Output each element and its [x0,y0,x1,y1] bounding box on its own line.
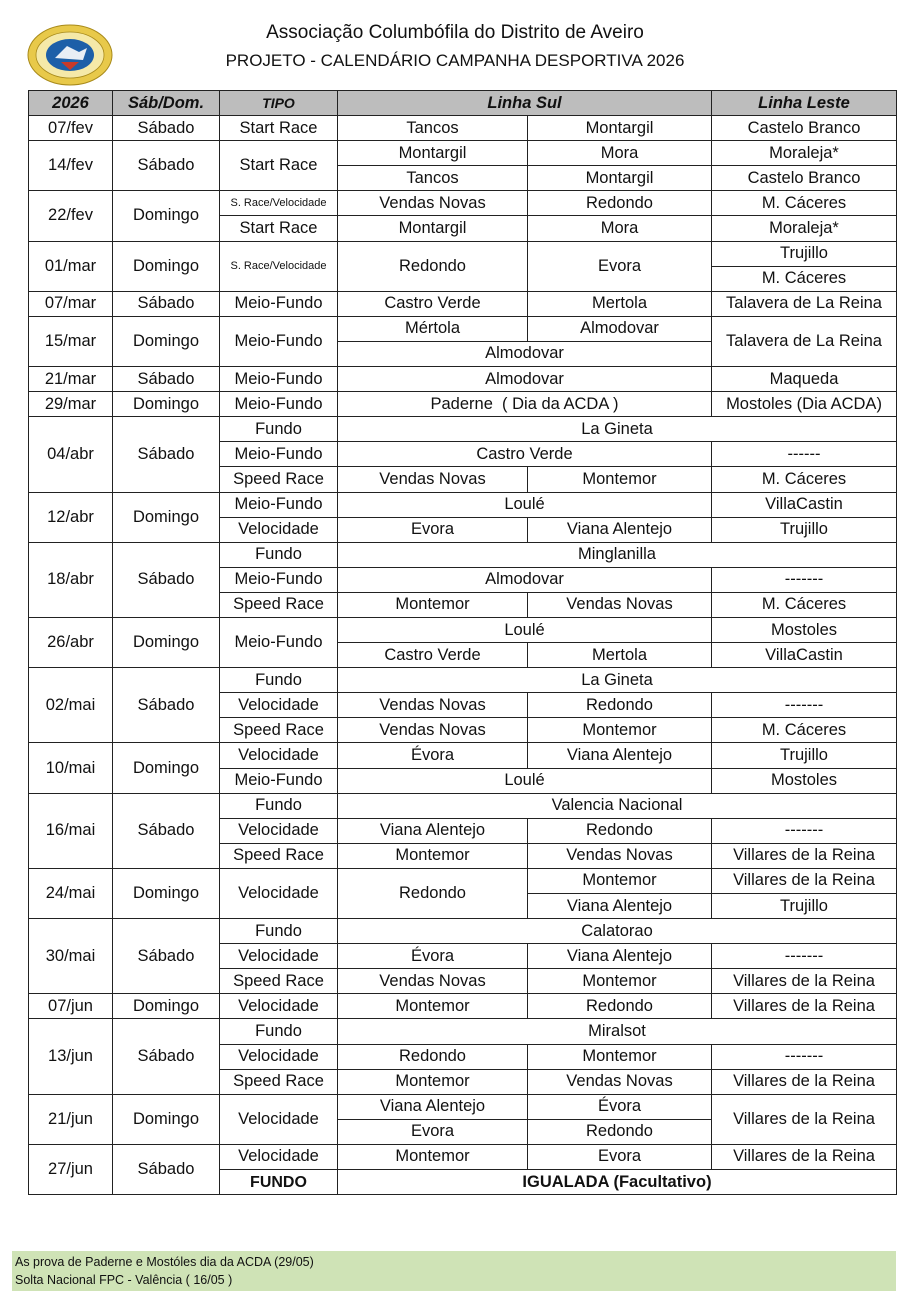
table-row [29,919,897,944]
tipo-cell: Velocidade [220,1144,338,1169]
day-cell: Domingo [113,241,220,291]
sul-cell: Redondo [528,693,712,718]
leste-cell: M. Cáceres [712,718,897,743]
sul-cell: Tancos [338,166,528,191]
sul-cell: Redondo [338,241,528,291]
org-name: Associação Columbófila do Distrito de Aveiro [266,22,644,43]
table-row [29,492,897,517]
sul-cell: Montargil [338,216,528,241]
day-cell: Domingo [113,994,220,1019]
tipo-cell: Speed Race [220,843,338,868]
day-cell: Sábado [113,367,220,392]
tipo-cell: Start Race [220,216,338,241]
table-row [29,668,897,693]
page-header [0,0,919,88]
day-cell: Domingo [113,316,220,366]
sul-cell: Castro Verde [338,442,712,467]
tipo-cell: Start Race [220,116,338,141]
date-cell: 04/abr [29,417,113,492]
leste-cell: Villares de la Reina [712,843,897,868]
sul-cell: Vendas Novas [338,467,528,492]
sul-cell: Mora [528,141,712,166]
leste-cell: Villares de la Reina [712,1094,897,1144]
table-row [29,417,897,442]
project-title: PROJETO - CALENDÁRIO CAMPANHA DESPORTIVA 2026 [225,51,685,70]
sul-cell: Viana Alentejo [338,1094,528,1119]
tipo-cell: Meio-Fundo [220,768,338,793]
header-year: 2026 [29,91,113,116]
leste-cell: ------- [712,818,897,843]
day-cell: Domingo [113,392,220,417]
sul-cell: Montemor [528,868,712,893]
tipo-cell: Speed Race [220,592,338,617]
leste-cell: VillaCastin [712,643,897,668]
date-cell: 12/abr [29,492,113,542]
tipo-cell: Velocidade [220,994,338,1019]
sul-cell: Montargil [528,166,712,191]
day-cell: Domingo [113,868,220,918]
sul-cell: Montemor [338,1069,528,1094]
day-cell: Sábado [113,919,220,994]
date-cell: 27/jun [29,1144,113,1194]
leste-cell: VillaCastin [712,492,897,517]
leste-cell: M. Cáceres [712,467,897,492]
sul-cell: Vendas Novas [528,843,712,868]
sul-cell: Vendas Novas [528,592,712,617]
tipo-cell: FUNDO [220,1170,338,1195]
tipo-cell: Speed Race [220,1069,338,1094]
day-cell: Domingo [113,617,220,667]
sul-cell: Viana Alentejo [338,818,528,843]
date-cell: 14/fev [29,141,113,191]
leste-cell: Villares de la Reina [712,868,897,893]
table-row [29,793,897,818]
sul-cell: Montargil [338,141,528,166]
table-row [29,1019,897,1044]
tipo-cell: Velocidade [220,517,338,542]
header-linha-sul: Linha Sul [338,91,712,116]
leste-cell: Villares de la Reina [712,969,897,994]
sul-cell: Mertola [528,291,712,316]
sul-cell: Montemor [528,969,712,994]
tipo-cell: Meio-Fundo [220,617,338,667]
day-cell: Sábado [113,116,220,141]
sul-cell: Mértola [338,316,528,341]
date-cell: 21/jun [29,1094,113,1144]
day-cell: Sábado [113,417,220,492]
leste-cell: M. Cáceres [712,592,897,617]
tipo-cell: Meio-Fundo [220,316,338,366]
fundo-cell: Valencia Nacional [338,793,897,818]
table-row [29,367,897,392]
tipo-cell: Fundo [220,668,338,693]
sul-cell: Vendas Novas [338,718,528,743]
table-row [29,1144,897,1169]
sul-cell: Évora [338,944,528,969]
sul-cell: Evora [338,517,528,542]
leste-cell: Maqueda [712,367,897,392]
leste-cell: ------- [712,567,897,592]
table-row [29,241,897,266]
tipo-cell: S. Race/Velocidade [220,241,338,291]
day-cell: Domingo [113,1094,220,1144]
day-cell: Sábado [113,141,220,191]
table-row [29,116,897,141]
calendar-table [28,90,897,1195]
header-linha-leste: Linha Leste [712,91,897,116]
acda-logo [27,24,113,86]
table-row [29,191,897,216]
tipo-cell: Velocidade [220,944,338,969]
leste-cell: Castelo Branco [712,166,897,191]
sul-cell: Vendas Novas [528,1069,712,1094]
sul-cell: Vendas Novas [338,693,528,718]
date-cell: 29/mar [29,392,113,417]
table-row [29,617,897,642]
tipo-cell: Fundo [220,793,338,818]
day-cell: Sábado [113,793,220,868]
sul-cell: Redondo [528,994,712,1019]
sul-cell: Loulé [338,617,712,642]
leste-cell: Moraleja* [712,141,897,166]
tipo-cell: Meio-Fundo [220,392,338,417]
tipo-cell: Meio-Fundo [220,367,338,392]
tipo-cell: Fundo [220,542,338,567]
leste-cell: Mostoles (Dia ACDA) [712,392,897,417]
date-cell: 07/fev [29,116,113,141]
tipo-cell: Velocidade [220,868,338,918]
leste-cell: Villares de la Reina [712,1069,897,1094]
sul-cell: Almodovar [338,567,712,592]
sul-cell: Viana Alentejo [528,517,712,542]
sul-cell: Evora [528,241,712,291]
day-cell: Sábado [113,1144,220,1194]
leste-cell: Talavera de La Reina [712,291,897,316]
date-cell: 07/mar [29,291,113,316]
tipo-cell: Fundo [220,417,338,442]
sul-cell: Redondo [338,868,528,918]
tipo-cell: Velocidade [220,743,338,768]
date-cell: 18/abr [29,542,113,617]
fundo-cell: La Gineta [338,417,897,442]
date-cell: 15/mar [29,316,113,366]
table-row [29,392,897,417]
header-day-type: Sáb/Dom. [113,91,220,116]
sul-cell: Viana Alentejo [528,944,712,969]
sul-cell: Paderne ( Dia da ACDA ) [338,392,712,417]
sul-cell: Viana Alentejo [528,743,712,768]
sul-cell: Montemor [338,843,528,868]
sul-cell: Castro Verde [338,291,528,316]
tipo-cell: Velocidade [220,1044,338,1069]
date-cell: 24/mai [29,868,113,918]
date-cell: 16/mai [29,793,113,868]
sul-cell: Montemor [528,718,712,743]
sul-cell: Tancos [338,116,528,141]
tipo-cell: Start Race [220,141,338,191]
date-cell: 02/mai [29,668,113,743]
sul-cell: Almodovar [528,316,712,341]
sul-cell: Montemor [528,467,712,492]
tipo-cell: S. Race/Velocidade [220,191,338,216]
leste-cell: Castelo Branco [712,116,897,141]
leste-cell: Trujillo [712,517,897,542]
day-cell: Domingo [113,191,220,241]
sul-cell: Montemor [338,592,528,617]
table-row [29,994,897,1019]
date-cell: 07/jun [29,994,113,1019]
table-row [29,868,897,893]
footer-note: Solta Nacional FPC - Valência ( 16/05 ) [15,1273,233,1287]
day-cell: Sábado [113,542,220,617]
leste-cell: M. Cáceres [712,191,897,216]
leste-cell: ------- [712,693,897,718]
sul-cell: Loulé [338,492,712,517]
leste-cell: Trujillo [712,894,897,919]
leste-cell: Villares de la Reina [712,1144,897,1169]
leste-cell: M. Cáceres [712,266,897,291]
date-cell: 01/mar [29,241,113,291]
fundo-cell: Calatorao [338,919,897,944]
fundo-cell: Minglanilla [338,542,897,567]
table-row [29,743,897,768]
day-cell: Sábado [113,291,220,316]
leste-cell: Mostoles [712,768,897,793]
table-row [29,316,897,341]
tipo-cell: Meio-Fundo [220,442,338,467]
date-cell: 22/fev [29,191,113,241]
sul-cell: Redondo [528,191,712,216]
tipo-cell: Fundo [220,1019,338,1044]
sul-cell: Montemor [338,1144,528,1169]
day-cell: Sábado [113,668,220,743]
sul-cell: Évora [528,1094,712,1119]
tipo-cell: Meio-Fundo [220,567,338,592]
leste-cell: Trujillo [712,241,897,266]
day-cell: Domingo [113,492,220,542]
table-header-row [29,91,897,116]
fundo-cell: La Gineta [338,668,897,693]
leste-cell: Moraleja* [712,216,897,241]
tipo-cell: Speed Race [220,718,338,743]
header-tipo: TIPO [220,91,338,116]
table-row [29,542,897,567]
date-cell: 13/jun [29,1019,113,1094]
sul-cell: Vendas Novas [338,191,528,216]
sul-cell: Montemor [338,994,528,1019]
tipo-cell: Speed Race [220,467,338,492]
footer-notes [12,1251,896,1291]
sul-cell: Mertola [528,643,712,668]
sul-cell: Almodovar [338,367,712,392]
tipo-cell: Meio-Fundo [220,291,338,316]
leste-cell: ------- [712,944,897,969]
leste-cell: Mostoles [712,617,897,642]
sul-cell: Evora [528,1144,712,1169]
fundo-cell: Miralsot [338,1019,897,1044]
sul-cell: Redondo [338,1044,528,1069]
sul-cell: Vendas Novas [338,969,528,994]
sul-cell: Almodovar [338,341,712,366]
table-row [29,141,897,166]
sul-cell: Montargil [528,116,712,141]
date-cell: 26/abr [29,617,113,667]
sul-cell: Evora [338,1119,528,1144]
tipo-cell: Velocidade [220,1094,338,1144]
day-cell: Domingo [113,743,220,793]
leste-cell: Trujillo [712,743,897,768]
leste-cell: ------- [712,1044,897,1069]
sul-cell: Viana Alentejo [528,894,712,919]
sul-cell: Loulé [338,768,712,793]
leste-cell: Talavera de La Reina [712,316,897,366]
sul-cell: Montemor [528,1044,712,1069]
date-cell: 30/mai [29,919,113,994]
day-cell: Sábado [113,1019,220,1094]
table-row [29,1094,897,1119]
sul-cell: Redondo [528,818,712,843]
tipo-cell: Fundo [220,919,338,944]
date-cell: 10/mai [29,743,113,793]
sul-cell: Redondo [528,1119,712,1144]
table-row [29,291,897,316]
sul-cell: Castro Verde [338,643,528,668]
tipo-cell: Velocidade [220,693,338,718]
tipo-cell: Speed Race [220,969,338,994]
leste-cell: Villares de la Reina [712,994,897,1019]
leste-cell: ------ [712,442,897,467]
fundo-cell: IGUALADA (Facultativo) [338,1170,897,1195]
sul-cell: Mora [528,216,712,241]
date-cell: 21/mar [29,367,113,392]
sul-cell: Évora [338,743,528,768]
tipo-cell: Velocidade [220,818,338,843]
tipo-cell: Meio-Fundo [220,492,338,517]
footer-note: As prova de Paderne e Mostóles dia da ACDA (29/05) [15,1255,314,1269]
